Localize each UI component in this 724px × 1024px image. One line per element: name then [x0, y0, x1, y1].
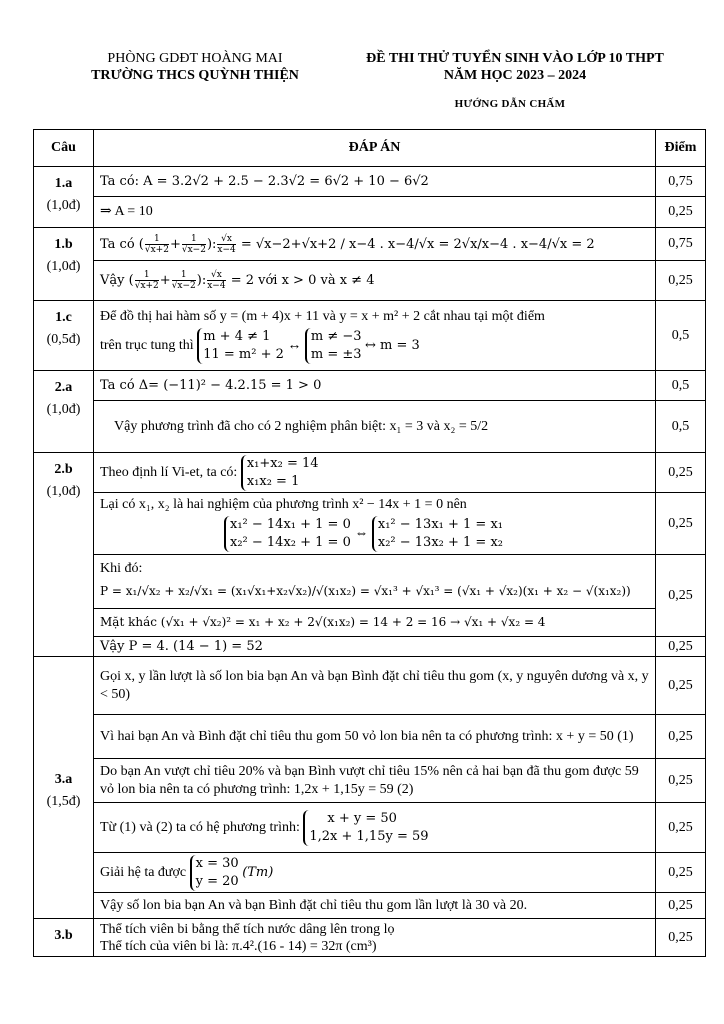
answer-prefix: Ta có [100, 236, 135, 252]
question-points: (1,0đ) [46, 198, 81, 213]
guide-title: HƯỚNG DẪN CHẤM [454, 98, 566, 110]
points-cell: 0,25 [656, 919, 706, 957]
answer-cell: Ta có Δ= (−11)² − 4.2.15 = 1 > 0 [94, 371, 656, 401]
question-cell [34, 167, 94, 228]
points-cell: 0,25 [656, 853, 706, 893]
question-points: (0,5đ) [46, 332, 81, 347]
answer-derivation: = √x−2+√x+2 / x−4 . x−4/√x = 2√x/x−4 . x−4/√x = 2 [240, 236, 595, 252]
points-cell: 0,5 [656, 371, 706, 401]
question-points: (1,5đ) [46, 793, 81, 809]
answer-cell: Ta có: A = 3.2√2 + 2.5 − 2.3√2 = 6√2 + 10 − 6√2 [94, 167, 656, 197]
answer-cell [94, 853, 656, 893]
table-row [34, 401, 706, 453]
fraction: $\frac{√x}{x-4}$ [217, 233, 236, 255]
answer-line: Lại có x₁, x₂ là hai nghiệm của phương trình x² − 14x + 1 = 0 nên [100, 496, 467, 512]
question-cell [34, 371, 94, 453]
table-row [34, 893, 706, 919]
answer-table [33, 129, 706, 957]
fraction: $\frac{1}{√x+2}$ [134, 270, 159, 291]
answer-cell: Vậy số lon bia bạn An và bạn Bình đặt chỉ tiêu thu gom lần lượt là 30 và 20. [94, 893, 656, 919]
col-answer: ĐÁP ÁN [94, 130, 656, 167]
equation-system: x₁² − 14x₁ + 1 = 0 x₂² − 14x₂ + 1 = 0 [224, 516, 351, 552]
question-id: 1.c [55, 310, 72, 325]
answer-prefix: Giải hệ ta được [100, 864, 187, 880]
fraction: $\frac{1}{√x-2}$ [171, 270, 196, 291]
points-cell: 0,25 [656, 261, 706, 301]
table-row [34, 637, 706, 657]
table-row [34, 228, 706, 261]
question-id: 2.a [54, 380, 73, 395]
answer-cell: Lại có x₁, x₂ là hai nghiệm của phương trình x² − 14x + 1 = 0 nên x₁² − 14x₁ + 1 = 0 x₂² − 14x₂ + 1 = 0 ⇔ x₁² − 13x₁ + 1 = x₁ x₂² − 13x₂ + 1 = x₂ [94, 493, 656, 555]
answer-suffix: (Tm) [242, 864, 274, 880]
question-cell [34, 453, 94, 657]
equation-system: m + 4 ≠ 1 11 = m² + 2 [197, 328, 284, 364]
table-row [34, 759, 706, 803]
equation-system: x₁+x₂ = 14 x₁x₂ = 1 [241, 455, 319, 491]
col-question: Câu [34, 130, 94, 167]
answer-suffix: = 2 với x > 0 và x ≠ 4 [230, 273, 375, 288]
answer-prefix: Theo định lí Vi-et, ta có: [100, 464, 238, 480]
points-cell: 0,25 [656, 893, 706, 919]
fraction: $\frac{√x}{x-4}$ [207, 270, 226, 291]
question-id: 1.a [54, 176, 73, 191]
equation-system: x = 30 y = 20 [190, 855, 239, 891]
table-row [34, 371, 706, 401]
answer-prefix: Từ (1) và (2) ta có hệ phương trình: [100, 819, 300, 835]
question-cell [34, 301, 94, 371]
points-cell: 0,25 [656, 197, 706, 228]
col-points: Điểm [656, 130, 706, 167]
table-row [34, 167, 706, 197]
answer-cell: Để đồ thị hai hàm số y = (m + 4)x + 11 và y = x + m² + 2 cắt nhau tại một điểm trên trục tung thì m + 4 ≠ 1 11 = m² + 2 ↔ m ≠ −3 m = ±3 ↔ m = 3 [94, 301, 656, 371]
points-cell: 0,25 [656, 555, 706, 637]
points-cell: 0,25 [656, 637, 706, 657]
exam-title: ĐỀ THI THỬ TUYỂN SINH VÀO LỚP 10 THPT [366, 51, 664, 66]
equation-system: x₁² − 13x₁ + 1 = x₁ x₂² − 13x₂ + 1 = x₂ [372, 516, 503, 552]
answer-cell: ⇒ A = 10 [94, 197, 656, 228]
table-row [34, 493, 706, 555]
question-cell [34, 228, 94, 301]
school-year: NĂM HỌC 2023 – 2024 [443, 68, 587, 83]
table-row [34, 197, 706, 228]
answer-cell: Ta có ( $\frac{1}{√x+2}$ + $\frac{1}{√x-2}$ ): $\frac{√x}{x-4}$ = √x−2+√x+2 / x−4 . x−4/√x = 2√x/x−4 . x−4/√x = 2 [94, 228, 656, 261]
points-cell: 0,75 [656, 167, 706, 197]
header-left [60, 50, 330, 84]
answer-line: Thể tích của viên bi là: π.4².(16 - 14) = 32π (cm³) [100, 938, 377, 954]
table-header-row [34, 130, 706, 167]
points-cell: 0,5 [656, 401, 706, 453]
question-id: 1.b [54, 237, 73, 252]
table-row [34, 301, 706, 371]
fraction: $\frac{1}{√x-2}$ [181, 233, 206, 255]
answer-line: Thể tích viên bi bằng thể tích nước dâng lên trong lọ [100, 921, 395, 937]
points-cell: 0,75 [656, 228, 706, 261]
question-cell [34, 919, 94, 957]
table-row [34, 853, 706, 893]
table-row [34, 261, 706, 301]
answer-cell [94, 453, 656, 493]
points-cell: 0,5 [656, 301, 706, 371]
header-right [335, 50, 695, 84]
answer-cell [94, 555, 656, 637]
question-id: 3.a [54, 771, 73, 787]
answer-line: Để đồ thị hai hàm số y = (m + 4)x + 11 và y = x + m² + 2 cắt nhau tại một điểm [100, 308, 545, 324]
answer-cell [94, 803, 656, 853]
answer-cell: Gọi x, y lần lượt là số lon bia bạn An và bạn Bình đặt chỉ tiêu thu gom (x, y nguyên dương và x, y < 50) [94, 657, 656, 715]
table-row [34, 657, 706, 715]
points-cell: 0,25 [656, 759, 706, 803]
answer-cell [94, 919, 656, 957]
points-cell: 0,25 [656, 657, 706, 715]
answer-cell: Vậy ( $\frac{1}{√x+2}$ + $\frac{1}{√x-2}$ ): $\frac{√x}{x-4}$ = 2 với x > 0 và x ≠ 4 [94, 261, 656, 301]
question-points: (1,0đ) [46, 259, 81, 274]
points-cell: 0,25 [656, 453, 706, 493]
answer-cell: Vì hai bạn An và Bình đặt chỉ tiêu thu gom 50 vỏ lon bia nên ta có phương trình: x + y = 50 (1) [94, 715, 656, 759]
department-name: PHÒNG GDĐT HOÀNG MAI [107, 51, 283, 66]
fraction: $\frac{1}{√x+2}$ [144, 233, 169, 255]
question-cell [34, 657, 94, 919]
points-cell: 0,25 [656, 493, 706, 555]
table-row [34, 919, 706, 957]
school-name: TRƯỜNG THCS QUỲNH THIỆN [91, 68, 299, 83]
table-row [34, 453, 706, 493]
table-row [34, 803, 706, 853]
answer-line: P = x₁/√x₂ + x₂/√x₁ = (x₁√x₁+x₂√x₂)/√(x₁x₂) = √x₁³ + √x₁³ = (√x₁ + √x₂)(x₁ + x₂ − √(x₁x₂)) [100, 584, 631, 598]
answer-line: Khi đó: [100, 561, 143, 576]
points-cell: 0,25 [656, 715, 706, 759]
answer-cell: Do bạn An vượt chỉ tiêu 20% và bạn Bình vượt chỉ tiêu 15% nên cả hai bạn đã thu gom được 59 vỏ lon bia nên ta có phương trình: 1,2x + 1,15y = 59 (2) [94, 759, 656, 803]
equation-system: x + y = 50 1,2x + 1,15y = 59 [303, 810, 428, 846]
points-cell: 0,25 [656, 803, 706, 853]
question-points: (1,0đ) [46, 484, 81, 499]
question-id: 2.b [54, 462, 73, 477]
answer-cell: Vậy P = 4. (14 − 1) = 52 [94, 637, 656, 657]
answer-prefix: trên trục tung thì [100, 337, 194, 353]
table-row [34, 715, 706, 759]
question-id: 3.b [54, 928, 73, 943]
answer-line: Mặt khác (√x₁ + √x₂)² = x₁ + x₂ + 2√(x₁x₂) = 14 + 2 = 16 → √x₁ + √x₂ = 4 [94, 608, 655, 631]
table-row [34, 555, 706, 637]
question-points: (1,0đ) [46, 402, 81, 417]
answer-suffix: ↔ m = 3 [365, 337, 420, 353]
equation-system: m ≠ −3 m = ±3 [305, 328, 362, 364]
answer-prefix: Vậy [100, 273, 125, 288]
answer-cell: Vậy phương trình đã cho có 2 nghiệm phân biệt: x₁ = 3 và x₂ = 5/2 [94, 401, 656, 453]
